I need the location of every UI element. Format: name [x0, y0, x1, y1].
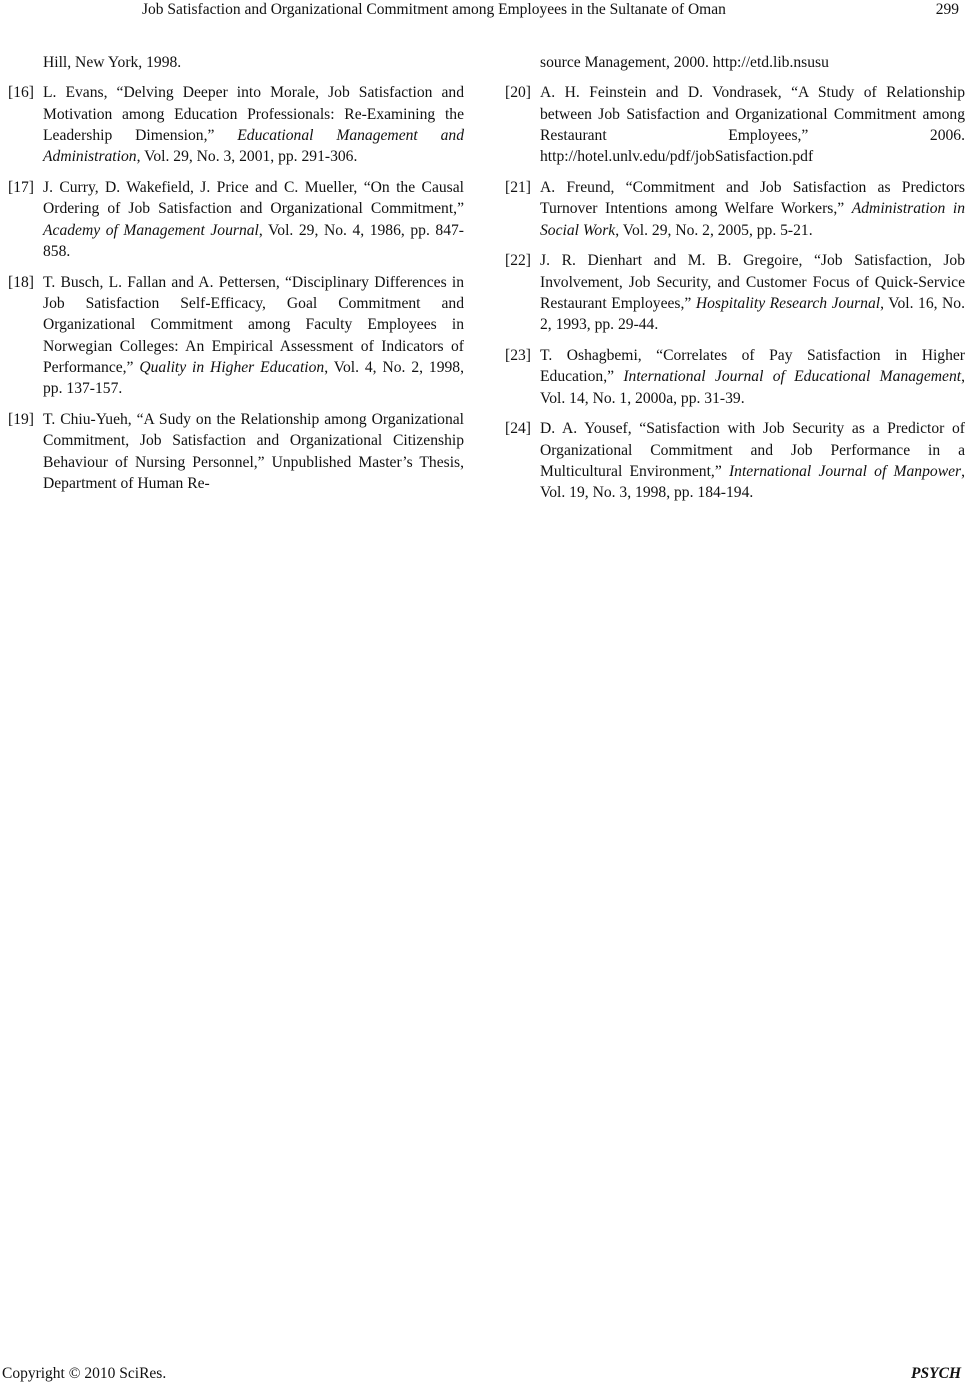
reference-text-segment: J. R. Dienhart and M. B. Gregoire, “Job Satisfaction, Job Involvement, Job Security, and Customer Focus of Quick-Service Restaurant Employees,”	[540, 252, 965, 312]
reference-item	[8, 409, 464, 494]
reference-number: [22]	[505, 252, 531, 270]
reference-continuation: Hill, New York, 1998.	[43, 54, 182, 71]
reference-text-segment: A. Freund, “Commitment and Job Satisfaction as Predictors Turnover Intentions among Welfare Workers,”	[540, 178, 965, 218]
reference-item	[505, 250, 965, 335]
reference-number: [23]	[505, 347, 531, 365]
reference-item	[8, 177, 464, 262]
copyright-notice: Copyright © 2010 SciRes.	[2, 1365, 167, 1382]
reference-text	[43, 409, 464, 494]
reference-text-segment: T. Busch, L. Fallan and A. Pettersen, “Disciplinary Differences in Job Satisfaction Self-Efficacy, Goal Commitment and Organizational Commitment among Faculty Employees in Norwegian Colleges: An Empirical Assessment of Indicators of Performance,”	[43, 273, 464, 376]
reference-text	[540, 345, 965, 409]
reference-text-segment: , Vol. 29, No. 2, 2005, pp. 5-21.	[615, 221, 813, 239]
reference-item	[505, 177, 965, 241]
page-footer	[0, 1364, 967, 1386]
reference-text	[43, 82, 464, 167]
reference-item	[505, 345, 965, 409]
reference-number: [16]	[8, 84, 34, 102]
right-column	[505, 52, 965, 513]
reference-item	[505, 82, 965, 167]
reference-text-segment: D. A. Yousef, “Satisfaction with Job Security as a Predictor of Organizational Commitment and Job Performance in a Multicultural Environment,”	[540, 420, 965, 481]
reference-source-title: Quality in Higher Education	[139, 358, 325, 376]
reference-text	[540, 177, 965, 241]
journal-name: PSYCH	[911, 1365, 961, 1382]
reference-text-segment: , Vol. 29, No. 4, 1986, pp. 847-858.	[43, 221, 464, 260]
reference-source-title: International Journal of Educational Management	[623, 368, 962, 386]
reference-number: [18]	[8, 273, 34, 291]
reference-continuation: source Management, 2000. http://etd.lib.nsusu	[540, 54, 829, 71]
page-number: 299	[935, 1, 959, 18]
reference-text-segment: T. Chiu-Yueh, “A Sudy on the Relationship among Organizational Commitment, Job Satisfaction and Organizational Citizenship Behaviour of Nursing Personnel,” Unpublished Master’s Thesis, Department of Human Re-	[43, 410, 464, 492]
reference-text-segment: , Vol. 19, No. 3, 1998, pp. 184-194.	[540, 463, 965, 502]
reference-text	[43, 272, 464, 400]
reference-text	[540, 418, 965, 503]
reference-text-segment: , Vol. 4, No. 2, 1998, pp. 137-157.	[43, 358, 464, 398]
reference-number: [19]	[8, 410, 34, 428]
reference-text-segment: , Vol. 16, No. 2, 1993, pp. 29-44.	[540, 294, 965, 334]
reference-item	[8, 82, 464, 167]
reference-number: [20]	[505, 84, 531, 102]
reference-number: [21]	[505, 178, 531, 196]
reference-text-segment: , Vol. 14, No. 1, 2000a, pp. 31-39.	[540, 368, 965, 407]
reference-source-title: International Journal of Manpower	[728, 463, 962, 481]
reference-source-title: Hospitality Research Journal	[695, 294, 881, 312]
reference-list-left	[8, 82, 464, 494]
left-column	[8, 52, 464, 504]
reference-text-segment: T. Oshagbemi, “Correlates of Pay Satisfaction in Higher Education,”	[540, 347, 965, 386]
reference-text	[540, 250, 965, 335]
reference-source-title: Academy of Management Journal	[43, 221, 259, 239]
reference-text-segment: , Vol. 29, No. 3, 2001, pp. 291-306.	[136, 148, 358, 166]
reference-number: [24]	[505, 420, 531, 438]
reference-number: [17]	[8, 178, 34, 196]
running-head	[0, 0, 967, 22]
running-title: Job Satisfaction and Organizational Commitment among Employees in the Sultanate of Oman	[142, 1, 726, 18]
reference-text	[540, 82, 965, 167]
reference-item	[8, 272, 464, 400]
reference-text-segment: A. H. Feinstein and D. Vondrasek, “A Study of Relationship between Job Satisfaction and Organizational Commitment among Restaurant Employees,” 2006. http://hotel.unlv.edu/pdf/jobSatisfaction.pdf	[540, 84, 965, 166]
reference-item	[505, 418, 965, 503]
reference-text	[43, 177, 464, 262]
reference-source-title: Educational Management and Administration	[43, 126, 464, 166]
reference-text-segment: L. Evans, “Delving Deeper into Morale, Job Satisfaction and Motivation among Education Professionals: Re-Examining the Leadership Dimension,”	[43, 84, 464, 144]
reference-text-segment: J. Curry, D. Wakefield, J. Price and C. Mueller, “On the Causal Ordering of Job Satisfaction and Organizational Commitment,”	[43, 178, 464, 218]
reference-list-right	[505, 82, 965, 503]
reference-source-title: Administration in Social Work	[540, 200, 965, 239]
